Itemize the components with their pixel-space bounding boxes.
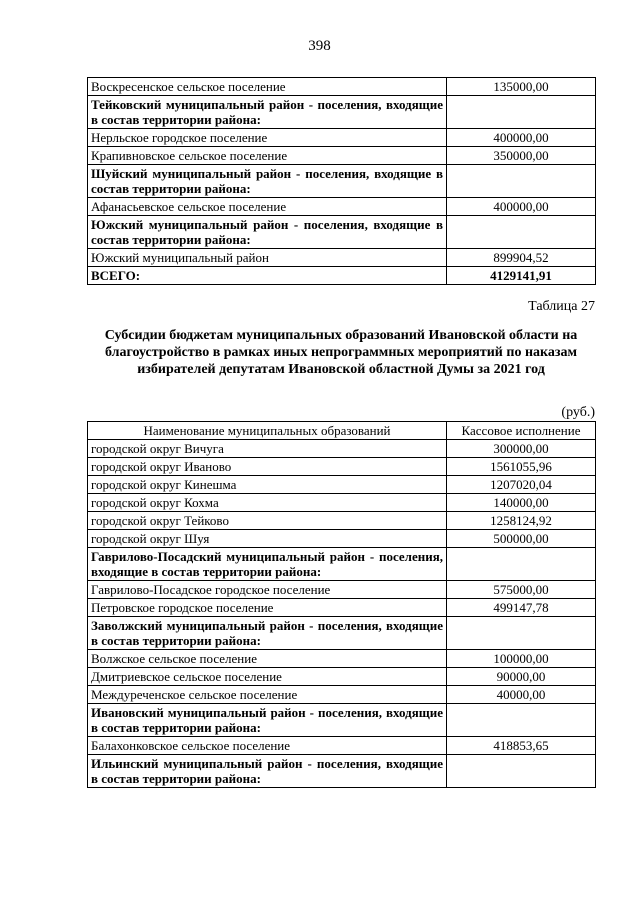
municipality-name: Воскресенское сельское поселение	[88, 78, 447, 96]
table-continued-body	[88, 78, 596, 285]
table-row	[88, 686, 596, 704]
section-heading: Тейковский муниципальный район - поселения, входящие в состав территории района:	[88, 96, 447, 129]
amount-value: 899904,52	[447, 249, 596, 267]
header-municipality: Наименование муниципальных образований	[88, 422, 447, 440]
amount-value: 575000,00	[447, 581, 596, 599]
municipality-name: городской округ Иваново	[88, 458, 447, 476]
empty-cell	[447, 704, 596, 737]
section-heading: Заволжский муниципальный район - поселения, входящие в состав территории района:	[88, 617, 447, 650]
table-row	[88, 599, 596, 617]
subsidies-table	[87, 421, 596, 788]
amount-value: 400000,00	[447, 129, 596, 147]
amount-value: 499147,78	[447, 599, 596, 617]
municipality-name: городской округ Вичуга	[88, 440, 447, 458]
municipality-name: Петровское городское поселение	[88, 599, 447, 617]
empty-cell	[447, 96, 596, 129]
total-label: ВСЕГО:	[88, 267, 447, 285]
empty-cell	[447, 617, 596, 650]
section-heading: Шуйский муниципальный район - поселения, входящие в состав территории района:	[88, 165, 447, 198]
table-row	[88, 440, 596, 458]
municipality-name: Гаврилово-Посадское городское поселение	[88, 581, 447, 599]
section-row	[88, 704, 596, 737]
municipality-name: городской округ Кохма	[88, 494, 447, 512]
table-row	[88, 512, 596, 530]
municipality-name: Южский муниципальный район	[88, 249, 447, 267]
municipality-name: городской округ Тейково	[88, 512, 447, 530]
municipality-name: Волжское сельское поселение	[88, 650, 447, 668]
amount-value: 418853,65	[447, 737, 596, 755]
table-row	[88, 458, 596, 476]
amount-value: 40000,00	[447, 686, 596, 704]
amount-value: 140000,00	[447, 494, 596, 512]
amount-value: 135000,00	[447, 78, 596, 96]
table-row	[88, 737, 596, 755]
table-row	[88, 78, 596, 96]
subsidies-table-body	[88, 422, 596, 788]
table-row	[88, 198, 596, 216]
section-row	[88, 617, 596, 650]
total-value: 4129141,91	[447, 267, 596, 285]
amount-value: 500000,00	[447, 530, 596, 548]
section-row	[88, 216, 596, 249]
section-row	[88, 165, 596, 198]
amount-value: 1207020,04	[447, 476, 596, 494]
page-number: 398	[308, 38, 331, 54]
municipality-name: Афанасьевское сельское поселение	[88, 198, 447, 216]
table-row	[88, 147, 596, 165]
amount-value: 1561055,96	[447, 458, 596, 476]
empty-cell	[447, 548, 596, 581]
table-row	[88, 650, 596, 668]
section-heading: Ильинский муниципальный район - поселения, входящие в состав территории района:	[88, 755, 447, 788]
table-label: Таблица 27	[528, 299, 595, 314]
municipality-name: Дмитриевское сельское поселение	[88, 668, 447, 686]
empty-cell	[447, 216, 596, 249]
table-row	[88, 476, 596, 494]
amount-value: 90000,00	[447, 668, 596, 686]
table-row	[88, 530, 596, 548]
section-heading: Ивановский муниципальный район - поселения, входящие в состав территории района:	[88, 704, 447, 737]
municipality-name: городской округ Шуя	[88, 530, 447, 548]
total-row	[88, 267, 596, 285]
unit-label: (руб.)	[561, 405, 595, 420]
amount-value: 100000,00	[447, 650, 596, 668]
table-row	[88, 581, 596, 599]
section-row	[88, 548, 596, 581]
empty-cell	[447, 755, 596, 788]
amount-value: 400000,00	[447, 198, 596, 216]
empty-cell	[447, 165, 596, 198]
table-title: Субсидии бюджетам муниципальных образований Ивановской области на благоустройство в рамках иных непрограммных мероприятий по наказам избирателей депутатам Ивановской областной Думы за 2021 год	[104, 328, 578, 377]
amount-value: 350000,00	[447, 147, 596, 165]
amount-value: 1258124,92	[447, 512, 596, 530]
section-heading: Южский муниципальный район - поселения, входящие в состав территории района:	[88, 216, 447, 249]
section-row	[88, 755, 596, 788]
municipality-name: Междуреченское сельское поселение	[88, 686, 447, 704]
table-row	[88, 668, 596, 686]
table-row	[88, 129, 596, 147]
table-header-row	[88, 422, 596, 440]
table-continued	[87, 77, 596, 285]
table-row	[88, 494, 596, 512]
amount-value: 300000,00	[447, 440, 596, 458]
section-heading: Гаврилово-Посадский муниципальный район - поселения, входящие в состав территории района:	[88, 548, 447, 581]
municipality-name: Нерльское городское поселение	[88, 129, 447, 147]
table-row	[88, 249, 596, 267]
municipality-name: городской округ Кинешма	[88, 476, 447, 494]
section-row	[88, 96, 596, 129]
municipality-name: Крапивновское сельское поселение	[88, 147, 447, 165]
header-cash-execution: Кассовое исполнение	[447, 422, 596, 440]
municipality-name: Балахонковское сельское поселение	[88, 737, 447, 755]
